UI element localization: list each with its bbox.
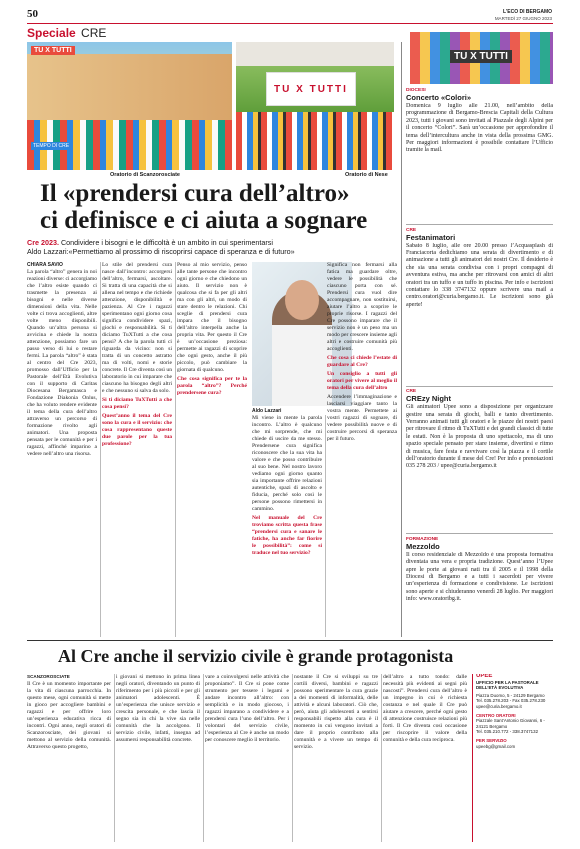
subhead (27, 238, 407, 256)
article2-col2 (116, 674, 200, 841)
centro-address: Piazzale Sant’Antonio Giovanni, 6 - 24121 Bergamo (476, 718, 545, 729)
article-divider (27, 640, 553, 641)
sidebar-item4-text: Il corso residenziale di Mezzoldo è una proposta formativa diventata una vera e propria tradizione. Quest’anno l’Upee apre le porte ai giovani nati tra il 2005 e il 1998 della Diocesi di Bergamo e a tutti i sacerdoti per vivere un’esperienza di formazione e condivisione. Le iscrizioni sono aperte e si chiuderanno venerdì 28 luglio. Per maggiori info: www.oratoribg.it. (406, 551, 553, 603)
sidebar (406, 88, 553, 640)
header-rule (27, 23, 553, 24)
page-number: 50 (27, 8, 38, 20)
article2-col1 (27, 681, 111, 841)
headline-article-2: Al Cre anche il servizio civile è grande protagonista (58, 646, 454, 666)
nese-logo-panel (266, 72, 356, 106)
headline-line-2: ci definisce e ci aiuta a sognare (40, 207, 368, 234)
section-sub: CRE (81, 26, 107, 40)
sidebar-item4-title: Mezzoldo (406, 541, 440, 551)
col-divider (100, 262, 101, 637)
caption-nese: Oratorio di Nese (345, 172, 388, 178)
sidebar-tag-diocesi: DIOCESI (406, 88, 426, 93)
nese-logo-text: TU X TUTTI (274, 83, 348, 95)
col-divider (175, 262, 176, 637)
sidebar-logo (410, 32, 553, 84)
oratorio-building (27, 54, 232, 124)
sidebar-item1-title: Concerto «Colori» (406, 93, 472, 102)
sidebar-rule (406, 533, 553, 534)
sidebar-divider (401, 42, 402, 637)
caption-scanzorosciate: Oratorio di Scanzorosciate (110, 172, 180, 178)
upee-address: Piazza Duomo, 5 - 24129 Bergamo (476, 692, 545, 698)
sidebar-item2-title: Festanimatori (406, 232, 456, 242)
article1-col2-question-2: Quest’anno il tema del Cre sono la cura e il servizio: che cosa rappresentano queste due parole per la tua professione? (102, 413, 172, 447)
subhead-text: Condividere i bisogni e le difficoltà è un ambito in cui sperimentarsi (60, 238, 273, 247)
photo-nese (236, 42, 394, 170)
sidebar-tag-cre-2: CRE (406, 389, 417, 395)
sidebar-tag-cre: CRE (406, 227, 417, 233)
servizio-title: PER SERVIZIO (476, 737, 507, 743)
article1-col2-question-1: Si ti diciamo TuXTutti a che cosa pensi? (102, 397, 172, 410)
article2-col4-text: nostante il Cre si sviluppi su tre cortili diversi, bambini e ragazzi possono sperimentare la cura grazie a dei momenti di informalità, delle attività e alcuni laboratori. Ciò che, però, aiuta gli adolescenti a sentirsi responsabili rispetto alla cura è il momento in cui vengono invitati a dare il proprio contributo alla comunità e a vivere un tempo di servizio. (294, 674, 378, 750)
article2-col5 (383, 674, 467, 841)
article1-col3-question: Che cosa significa per te la parola “altro”? Perché prendersene cura? (177, 376, 247, 396)
subhead-line-2: Aldo Lazzari:«Permettiamo al prossimo di riscoprirsi capace di speranza e di futuro» (27, 247, 295, 256)
col-divider (381, 674, 382, 842)
sidebar-item3-text: Gli animatori Upee sono a disposizione per organizzare gestire una serata di giochi, balli e tanto divertimento. Verranno animati tutti gli oratori e le piazze dei nostri paesi per ritrovare il ritmo di TuXTutti e dei grandi classici di tutte le estati. Non è la proposta di uno spettacolo, ma di uno spazio speciale pensato per stare insieme, divertirsi e ritmo di musica, fare festa e ravvivare così la piazza e il cortile dell’oratorio durante il mese del Cre! Per info e prenotazioni 035 278 203 / upee@curia.bergamo.it (406, 404, 553, 470)
article1-col5 (327, 262, 397, 635)
article2-col3 (205, 674, 289, 841)
article2-col4 (294, 674, 378, 841)
article1-col5-end: Accendere l’immaginazione e lasciarsi viaggiare tanto la vostra mente. Permettete ai vostri ragazzi di sognare, di vedere possibilità nuove e di costruire percorsi di speranza per il futuro. (327, 394, 397, 442)
article1-col5-text: Significa non fermarsi alla fatica ma guardare oltre, vedere le possibilità che ciascuno porta con sé. Prendersi cura vuol dire accompagnare, non sostituirsi, aiutare l’altro a scoprire le proprie risorse. I ragazzi del Cre possono imparare che il servizio non è un peso ma un modo per crescere insieme agli altri e costruire comunità più accoglienti. (327, 262, 397, 352)
article1-col4-question: Nel manuale del Cre troviamo scritta questa frase “prendersi cura e sanare le fatiche, ha anche far fiorire le possibilità”: come si traduce nel tuo servizio? (252, 515, 322, 556)
article1-col4 (252, 415, 322, 635)
col-divider (203, 674, 204, 842)
article1-col1-text: La parola “altro” genera in noi reazioni diverse: ci accorgiamo che l’altro esiste quando ci trasmette la presenza ai bisogni e nelle diverse dimensioni della vita. Nelle volte ci trova accoglienti, altre volte meno disponibili. Quando un’altra persona si avvicina e chiede la nostra attenzione, possiamo fare un passo verso di lui o restare fermi. La parola “altro” è stata al centro del Cre 2023, promosso dall’Ufficio per la Pastorale dell’Età Evolutiva con il supporto di Caritas Diocesana Bergamasca e Fondazione Diakonia Onlus, che ha voluto rendere evidente il tema della cura dell’altro attraverso un percorso di formazione rivolto agli animatori. Una proposta pensata per le comunità e per i ragazzi, affinché imparino a vedere nell’altro una risorsa. (27, 269, 97, 457)
article1-col2-text: Lo stile del prendersi cura nasce dall’incontro: accorgersi dell’altro, fermarsi, ascoltare. Si tratta di una capacità che si allena nel tempo e che richiede attenzione, disponibilità e pazienza. Al Cre i ragazzi sperimentano ogni giorno cosa significa condividere spazi, giochi e responsabilità. Si ti diciamo TuXTutti a che cosa pensi? A che la parola tutti ci riguarda da vicino: non si tratta di un concetto astratto ma di volti, nomi e storie concrete. Il Cre diventa così un laboratorio in cui imparare che ciascuno ha bisogno degli altri e che nessuno si salva da solo. (102, 262, 172, 394)
article2-col1-text: Il Cre è un momento importante per la vita di ciascuna parrocchia. In questo mese, ogni comunità si mette in gioco per accogliere bambini e ragazzi e per offrire loro un’esperienza educativa ricca di incontri. Ogni anno, negli oratori di Scanzorosciate, dei giovani si mettono al servizio della comunità. Attraverso questo progetto, (27, 681, 111, 750)
article1-col4-text: Mi viene in mente la parola incontro. L’altro è qualcuno che mi sorprende, che mi chiede di uscire da me stesso. Prendersene cura significa riconoscere che la sua vita ha valore e che posso contribuire al suo bene. Nel nostro lavoro vediamo ogni giorno quanto sia importante offrire relazioni autentiche, spazi di ascolto e fiducia, perché solo così le persone possono rimettersi in cammino. (252, 415, 322, 512)
upee-title: UPEE (476, 674, 493, 679)
byline-2: SCANZOROSCIATE (27, 674, 70, 679)
sidebar-tag-formazione: FORMAZIONE (406, 536, 439, 542)
sidebar-rule (406, 224, 553, 225)
upee-box (472, 674, 553, 842)
portrait-face (285, 280, 319, 320)
article1-col2 (102, 262, 172, 635)
centro-oratori-title: CENTRO ORATORI (476, 712, 516, 718)
article2-col2-text: i giovani si mettono in prima linea negli oratori, diventando un punto di riferimento per i più piccoli e per gli animatori adolescenti. È un’esperienza che unisce servizio e crescita personale, e che lascia il segno sia in chi la vive sia nelle comunità che la accolgono. Il servizio civile, infatti, insegna ad assumersi responsabilità concrete. (116, 674, 200, 743)
article1-col3-text: Penso al mio servizio, penso alle tante persone che incontro ogni giorno e che chiedono un aiuto. Il servizio non è qualcosa che si fa per gli altri ma con gli altri, un modo di stare dentro le relazioni. Chi sceglie di prendersi cura impara che il bisogno dell’altro interpella anche la propria vita. Per questo il Cre è un’occasione preziosa: permette ai ragazzi di scoprire che ogni gesto, anche il più piccolo, può cambiare la giornata di qualcuno. (177, 262, 247, 373)
paper-name: L'ECO DI BERGAMO (503, 9, 552, 15)
photo-scanzorosciate (27, 42, 232, 170)
byline: CHIARA SAVIO (27, 262, 63, 268)
headline-line-1: Il «prendersi cura dell’altro» (40, 180, 350, 207)
sidebar-item3-title: CREzy Night (406, 394, 451, 404)
col-divider (292, 674, 293, 842)
subhead-lead: Cre 2023. (27, 238, 59, 247)
sidebar-rule (406, 386, 553, 387)
left-tag: TEMPO DI CRE (33, 143, 70, 149)
article1-col5-question-1: Che cosa ci chiede l’estate di guardare al Cre? (327, 355, 397, 368)
article2-col3-text: vare a coinvolgersi nelle attività che proponiamo”. Il Cre si pone come strumento per tessere i legami e andare incontro all’altro: con semplicità e in modo giocoso, i ragazzi imparano a condividere e a prendersi cura l’uno dell’altro. Per i volontari del servizio civile, l’esperienza al Cre è anche un modo per conoscere meglio il territorio. (205, 674, 289, 743)
section-title (27, 26, 106, 40)
article1-col1 (27, 269, 97, 635)
tent-roof (236, 42, 394, 66)
centro-phone: Tel. 035.210.772 - 338.3747132 (476, 729, 539, 735)
article1-col3 (177, 262, 247, 635)
servizio-email[interactable]: upeebg@gmail.com (476, 743, 516, 749)
issue-date: MARTEDÌ 27 GIUGNO 2023 (494, 16, 552, 21)
upee-phone: Tel. 035.278.203 - Fax 035.278.230 (476, 698, 546, 704)
headline-article-1 (40, 180, 400, 234)
section-label: Speciale (27, 26, 76, 40)
sidebar-item1-text: Domenica 9 luglio alle 21.00, nell’ambito della programmazione di Bergamo-Brescia Capitali della Cultura 2023, tutti i giovani sono invitati al Piazzale degli Alpini per il concerto “Colori”. Sarà un’occasione per approfondire il tema dell’intercultura anche in vista della prossima GMG. Per maggiori informazioni è possibile contattare l’Ufficio tramite la mail. (406, 103, 553, 154)
sidebar-item2-text: Sabato 8 luglio, alle ore 20.00 presso l’Acquasplash di Franciacorta dedichiamo una serata di divertimento e di animazione a tutti gli animatori dei nostri Cre. Il desiderio è che sia una serata condivisa con i propri compagni di avventura estiva, ma anche per ritrovarsi con amici di altri oratori tra un tuffo e un tuffo in piscina. Per info e iscrizioni contattare lo 338 3747132 oppure scrivere una mail a centro.oratori@curia.bergamo.it. Le iscrizioni sono già aperte! (406, 242, 553, 308)
upee-email[interactable]: upee@curia.bergamo.it (476, 703, 522, 709)
sidebar-logo-text: TU X TUTTI (450, 50, 512, 63)
col-divider (325, 415, 326, 637)
col-divider (114, 674, 115, 842)
article2-col5-text: dell’altro a tutto tondo: dalle necessità più evidenti ai segni più nascosti”. Prendersi cura dell’altro è un impegno in cui è richiesta costanza e nel quale il Cre può aiutare a crescere, perché ogni gesto di attenzione costruisce relazioni più forti. Il Cre diventa così occasione per riscoprire il valore della comunità e della cura reciproca. (383, 674, 467, 743)
upee-subtitle: UFFICIO PER LA PASTORALE DELL’ETÀ EVOLUTIVA (476, 679, 539, 691)
crowd-children-2 (236, 112, 394, 170)
article1-col5-question-2: Un consiglio a tutti gli oratori per vivere al meglio il tema della cura dell’altro (327, 371, 397, 391)
portrait-caption: Aldo Lazzari (252, 408, 282, 414)
left-logo: TU X TUTTI (31, 46, 75, 55)
